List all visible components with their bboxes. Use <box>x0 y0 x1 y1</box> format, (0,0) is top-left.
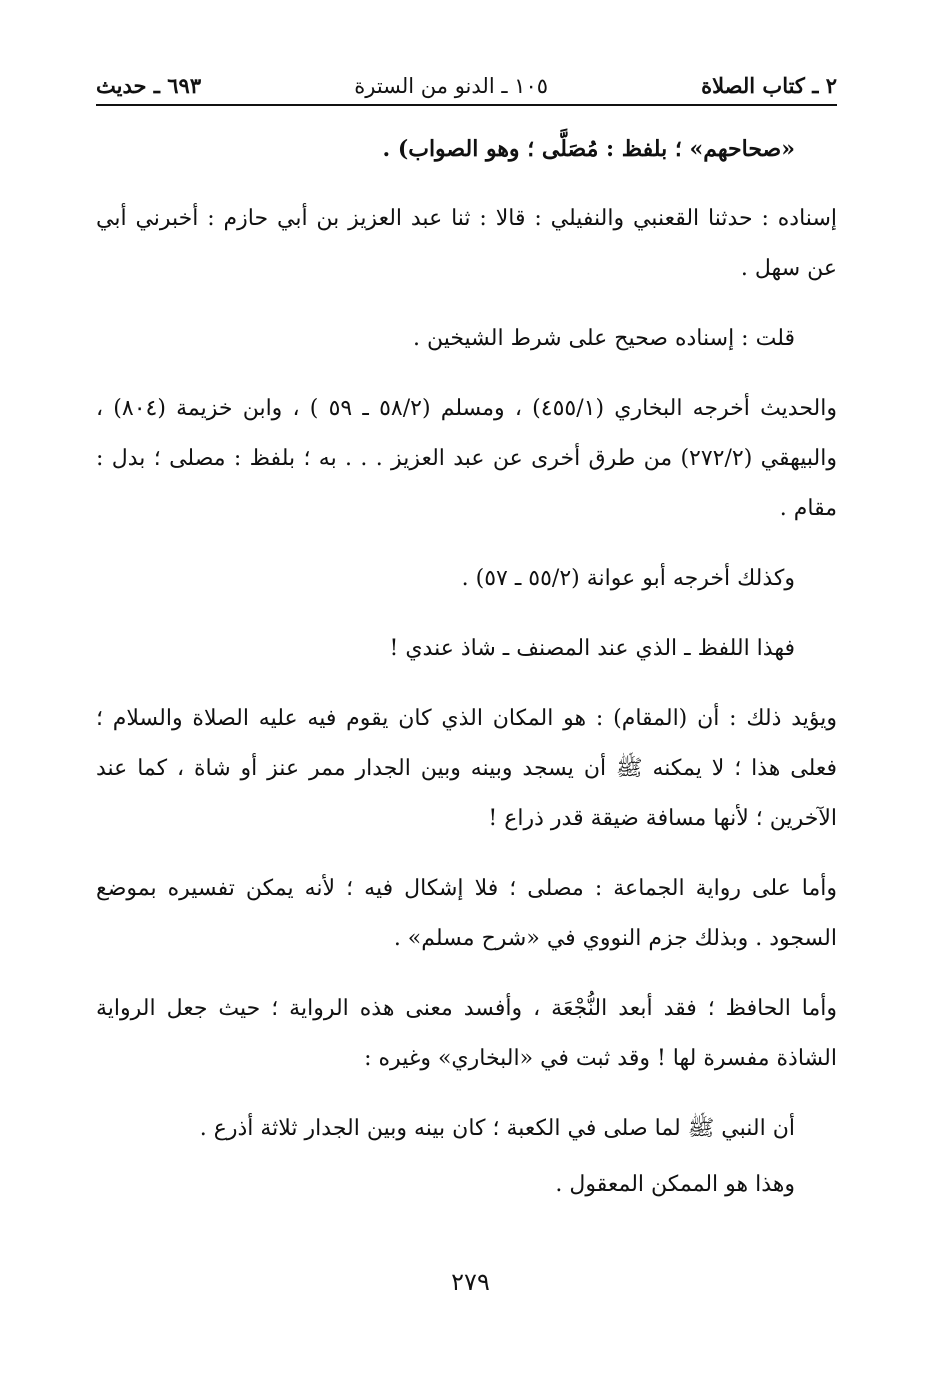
paragraph-takhrij: والحديث أخرجه البخاري (٤٥٥/١) ، ومسلم (٥٨/٢ ـ ٥٩ ) ، وابن خزيمة (٨٠٤) ، والبيهقي (٢٧٢/٢) من طرق أخرى عن عبد العزيز . . . به ؛ بلفظ : مصلى ؛ بدل : مقام . <box>96 396 837 521</box>
running-header <box>96 62 837 106</box>
header-section: ١٠٥ ـ الدنو من السترة <box>354 74 549 98</box>
page-number: ٢٧٩ <box>451 1268 490 1296</box>
paragraph-hafiz: وأما الحافظ ؛ فقد أبعد النُّجْعَة ، وأفسد معنى هذه الرواية ؛ حيث جعل الرواية الشاذة مفسرة لها ! وقد ثبت في «البخاري» وغيره : <box>96 996 837 1071</box>
paragraph-isnad: إسناده : حدثنا القعنبي والنفيلي : قالا : ثنا عبد العزيز بن أبي حازم : أخبرني أبي عن سهل . <box>96 206 837 281</box>
header-hadith-number: ٦٩٣ ـ حديث <box>96 73 202 98</box>
paragraph-abu-awana: وكذلك أخرجه أبو عوانة (٥٥/٢ ـ ٥٧) . <box>461 566 795 591</box>
paragraph-quote-end: «صحاحهم» ؛ بلفظ : مُصَلَّى ؛ وهو الصواب) . <box>382 136 795 162</box>
paragraph-kaaba: أن النبي ﷺ لما صلى في الكعبة ؛ كان بينه وبين الجدار ثلاثة أذرع . <box>199 1116 795 1141</box>
paragraph-majority: وأما على رواية الجماعة : مصلى ؛ فلا إشكال فيه ؛ لأنه يمكن تفسيره بموضع السجود . وبذلك جزم النووي في «شرح مسلم» . <box>96 876 837 951</box>
paragraph-conclusion: وهذا هو الممكن المعقول . <box>555 1172 795 1197</box>
paragraph-grading: قلت : إسناده صحيح على شرط الشيخين . <box>412 326 795 351</box>
header-chapter: ٢ ـ كتاب الصلاة <box>701 73 837 98</box>
paragraph-support: ويؤيد ذلك : أن (المقام) : هو المكان الذي كان يقوم فيه عليه الصلاة والسلام ؛ فعلى هذا ؛ لا يمكنه ﷺ أن يسجد وبينه وبين الجدار ممر عنز أو شاة ، كما عند الآخرين ؛ لأنها مسافة ضيقة قدر ذراع ! <box>96 706 837 831</box>
paragraph-shadh: فهذا اللفظ ـ الذي عند المصنف ـ شاذ عندي ! <box>389 636 795 661</box>
page-body <box>96 124 837 1230</box>
